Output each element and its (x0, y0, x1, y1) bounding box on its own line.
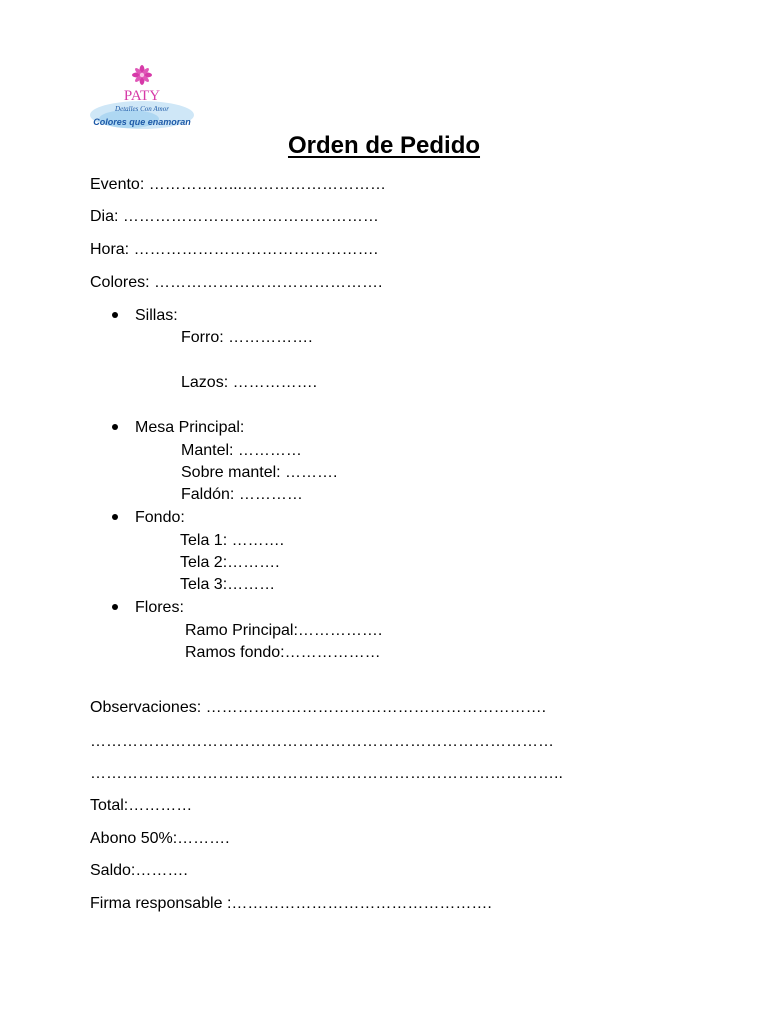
item-tela-3: Tela 3:……… (180, 576, 276, 593)
company-logo (89, 63, 195, 131)
field-dia: Dia: ………………………………………… (90, 208, 379, 225)
page-title-text: Orden de Pedido (287, 132, 481, 159)
item-sobre-mantel: Sobre mantel: ………. (181, 464, 338, 481)
logo-slogan-text: Colores que enamoran (93, 117, 191, 127)
field-evento: Evento: ……………...……………………… (90, 176, 387, 193)
bullet-icon (112, 604, 118, 610)
logo-tagline-text: Detalles Con Amor (115, 105, 169, 113)
observaciones-line-3: …………………………………………………………………………….. (90, 765, 563, 782)
item-faldon: Faldón: ………… (181, 486, 303, 503)
item-ramo-principal: Ramo Principal:……………. (185, 622, 383, 639)
section-label-flores: Flores: (135, 599, 184, 616)
item-mantel: Mantel: ………… (181, 442, 302, 459)
item-tela-1: Tela 1: ………. (180, 532, 285, 549)
observaciones-line-2: …………………………………………………………………………… (90, 733, 554, 750)
logo-graphic (89, 63, 195, 131)
item-forro: Forro: ……………. (181, 329, 313, 346)
page-title (0, 132, 768, 160)
item-lazos: Lazos: ……………. (181, 374, 318, 391)
section-label-mesa-principal: Mesa Principal: (135, 419, 245, 436)
logo-brand-text: PATY (123, 88, 161, 104)
field-saldo: Saldo:………. (90, 862, 188, 879)
item-ramos-fondo: Ramos fondo:……………… (185, 644, 381, 661)
field-firma-responsable: Firma responsable :…………………………………………. (90, 895, 492, 912)
bullet-icon (112, 424, 118, 430)
section-label-sillas: Sillas: (135, 307, 178, 324)
field-total: Total:………… (90, 797, 193, 814)
field-hora: Hora: ………………………………………. (90, 241, 379, 258)
bullet-icon (112, 312, 118, 318)
field-colores: Colores: ……………………………………. (90, 274, 383, 291)
item-tela-2: Tela 2:………. (180, 554, 280, 571)
bullet-icon (112, 514, 118, 520)
field-abono: Abono 50%:………. (90, 830, 230, 847)
field-observaciones: Observaciones: ………………………………………………………. (90, 699, 547, 716)
section-label-fondo: Fondo: (135, 509, 185, 526)
